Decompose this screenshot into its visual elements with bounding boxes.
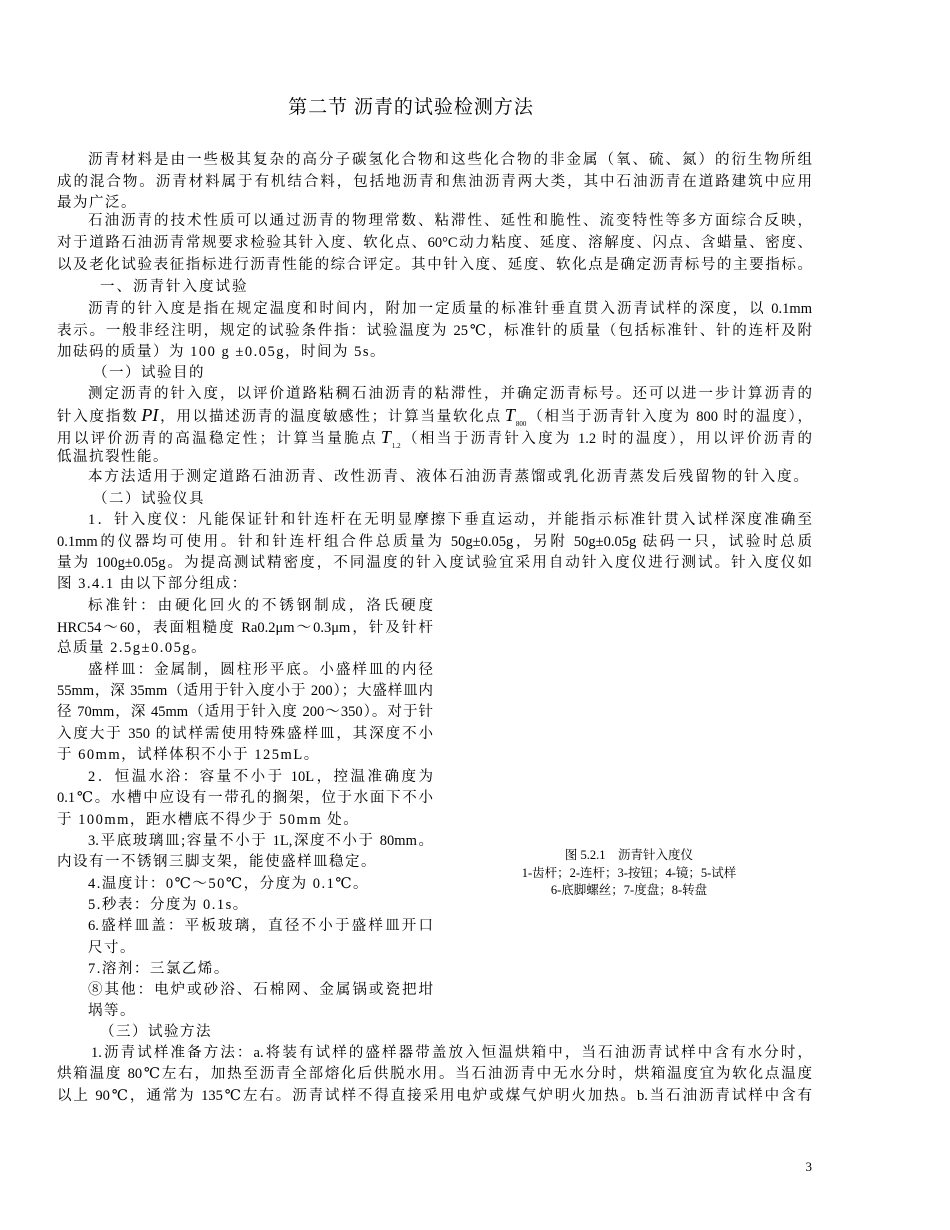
purpose-line-4: 低温抗裂性能。: [57, 449, 169, 465]
method-heading: （三）试验方法: [100, 1024, 212, 1040]
equivalent-brittle-point-symbol: T: [380, 427, 391, 447]
penetrometer-line-4: 图 3.4.1 由以下部分组成：: [57, 576, 248, 592]
dish-cover-line-2: 尺寸。: [88, 940, 136, 956]
equivalent-softening-point-symbol: T: [504, 405, 515, 425]
penetrometer-line-2: 0.1mm的仪器均可使用。针和针连杆组合件总质量为 50g±0.05g，另附 50g±0.05g 砝码一只，试验时总质: [57, 534, 812, 550]
intro-paragraph-1-line-3: 最为广泛。: [57, 195, 137, 211]
page-number: 3: [805, 1159, 812, 1174]
sample-dish-line-1: 盛样皿：金属制，圆柱形平底。小盛样皿的内径: [88, 662, 433, 678]
water-bath-line-1: 2．恒温水浴：容量不小于 10L，控温准确度为: [88, 769, 433, 785]
section-title: 第二节 沥青的试验检测方法: [288, 97, 534, 118]
purpose-line-2-mid: ，用以描述沥青的温度敏感性；计算当量软化点: [158, 409, 502, 425]
others-line-2: 埚等。: [88, 1003, 136, 1019]
thermometer-line: 4.温度计：0℃～50℃，分度为 0.1℃。: [88, 876, 370, 892]
method-line-3: 以上 90℃，通常为 135℃左右。沥青试样不得直接采用电炉或煤气炉明火加热。b.当石油沥青试样中含有: [57, 1088, 812, 1104]
purpose-line-3-post: （相当于沥青针入度为 1.2 时的温度），用以评价沥青的: [400, 431, 812, 447]
stopwatch-line: 5.秒表：分度为 0.1s。: [88, 897, 249, 913]
equivalent-softening-point-subscript: 800: [515, 420, 527, 428]
solvent-line: 7.溶剂：三氯乙烯。: [88, 961, 230, 977]
apparatus-heading: （二）试验仪具: [93, 491, 205, 507]
method-line-2: 烘箱温度 80℃左右，加热至沥青全部熔化后供脱水用。当石油沥青中无水分时，烘箱温度宜为软化点温度: [57, 1066, 812, 1082]
intro-paragraph-2-line-1: 石油沥青的技术性质可以通过沥青的物理常数、粘滞性、延性和脆性、流变特性等多方面综合反映，: [88, 213, 812, 229]
others-line-1: ⑧其他：电炉或砂浴、石棉网、金属锅或瓷把坩: [88, 982, 433, 998]
method-line-1: 1.沥青试样准备方法：a.将装有试样的盛样器带盖放入恒温烘箱中，当石油沥青试样中含有水分时，: [91, 1045, 812, 1061]
scope-line: 本方法适用于测定道路石油沥青、改性沥青、液体石油沥青蒸馏或乳化沥青蒸发后残留物的针入度。: [88, 469, 808, 485]
purpose-heading: （一）试验目的: [93, 365, 205, 381]
definition-line-2: 表示。一般非经注明，规定的试验条件指：试验温度为 25℃，标准针的质量（包括标准针、针的连杆及附: [57, 323, 812, 339]
water-bath-line-3: 于 100mm，距水槽底不得少于 50mm 处。: [57, 812, 360, 828]
intro-paragraph-1-line-2: 成的混合物。沥青材料属于有机结合料，包括地沥青和焦油沥青两大类，其中石油沥青在道路建筑中应用: [57, 174, 812, 190]
sample-dish-line-4: 入度大于 350 的试样需使用特殊盛样皿，其深度不小: [57, 726, 433, 742]
purpose-line-2-post: （相当于沥青针入度为 800 时的温度），: [526, 409, 812, 425]
standard-needle-line-2: HRC54～60，表面粗糙度 Ra0.2μm～0.3μm，针及针杆: [57, 620, 433, 636]
purpose-line-3-pre: 用以评价沥青的高温稳定性；计算当量脆点: [57, 431, 378, 447]
subsection-heading-penetration-test: 一、沥青针入度试验: [100, 279, 249, 295]
figure-legend-line-2: 6-底脚螺丝；7-度盘；8-转盘: [550, 883, 708, 897]
figure-legend-line-1: 1-齿杆；2-连杆；3-按钮；4-镜；5-试样: [521, 866, 737, 880]
intro-paragraph-2-line-3: 以及老化试验表征指标进行沥青性能的综合评定。其中针入度、延度、软化点是确定沥青标号的主要指标。: [57, 257, 812, 273]
purpose-line-1: 测定沥青的针入度，以评价道路粘稠石油沥青的粘滞性，并确定沥青标号。还可以进一步计算沥青的: [88, 386, 812, 402]
standard-needle-line-3: 总质量 2.5g±0.05g。: [57, 640, 208, 656]
penetration-index-symbol: PI: [141, 405, 159, 425]
intro-paragraph-1-line-1: 沥青材料是由一些极其复杂的高分子碳氢化合物和这些化合物的非金属（氧、硫、氮）的衍生物所组: [88, 152, 812, 168]
glass-dish-line-1: 3.平底玻璃皿;容量不小于 1L,深度不小于 80mm。: [88, 833, 433, 849]
definition-line-1: 沥青的针入度是指在规定温度和时间内，附加一定质量的标准针垂直贯入沥青试样的深度，以 0.1mm: [88, 301, 812, 317]
definition-line-3: 加砝码的质量）为 100 g ±0.05g，时间为 5s。: [57, 344, 386, 360]
purpose-line-2: [57, 405, 812, 429]
dish-cover-line-1: 6.盛样皿盖：平板玻璃，直径不小于盛样皿开口: [88, 918, 433, 934]
intro-paragraph-2-line-2: 对于道路石油沥青常规要求检验其针入度、软化点、60°C动力粘度、延度、溶解度、闪点、含蜡量、密度、: [57, 235, 812, 251]
standard-needle-line-1: 标准针：由硬化回火的不锈钢制成，洛氏硬度: [88, 598, 433, 614]
sample-dish-line-5: 于 60mm，试样体积不小于 125mL。: [57, 747, 320, 763]
purpose-line-2-pre: 针入度指数: [57, 409, 139, 425]
sample-dish-line-3: 径 70mm，深 45mm（适用于针入度 200～350）。对于针: [57, 704, 433, 720]
penetrometer-line-3: 量为 100g±0.05g。为提高测试精密度，不同温度的针入度试验宜采用自动针入度仪进行测试。针入度仪如: [57, 555, 812, 571]
penetrometer-line-1: 1．针入度仪：凡能保证针和针连杆在无明显摩擦下垂直运动，并能指示标准针贯入试样深度准确至: [88, 512, 812, 528]
equivalent-brittle-point-subscript: 1.2: [391, 442, 401, 450]
glass-dish-line-2: 内设有一不锈钢三脚支架，能使盛样皿稳定。: [57, 854, 377, 870]
sample-dish-line-2: 55mm，深 35mm（适用于针入度小于 200）；大盛样皿内: [57, 683, 433, 699]
figure-caption: 图 5.2.1 沥青针入度仪: [564, 848, 694, 862]
water-bath-line-2: 0.1℃。水槽中应设有一带孔的搁架，位于水面下不小: [57, 790, 433, 806]
